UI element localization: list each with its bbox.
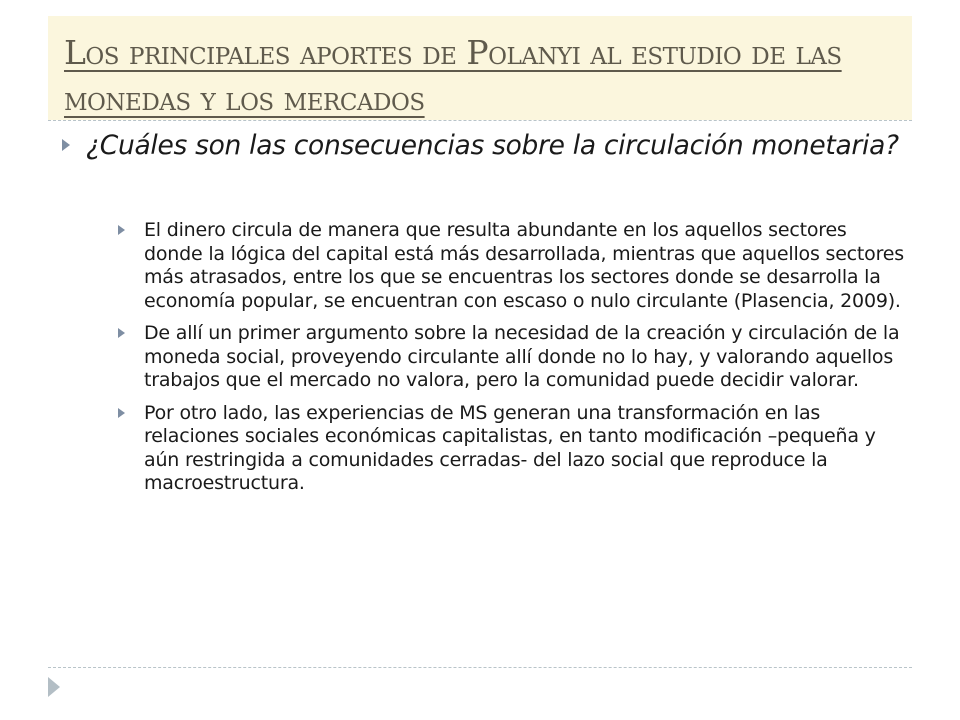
triangle-bullet-icon [62,139,70,151]
bottom-divider [48,667,912,668]
slide-content [62,130,908,505]
points-list [114,219,904,496]
question-text: ¿Cuáles son las consecuencias sobre la circulación monetaria? [86,130,899,161]
triangle-bullet-icon [118,225,125,235]
triangle-bullet-icon [118,408,125,418]
question-item [62,130,908,161]
triangle-bullet-icon [118,328,125,338]
point-text: De allí un primer argumento sobre la necesidad de la creación y circulación de la moneda social, proveyendo circulante allí donde no lo hay, y valorando aquellos trabajos que el mercado no valora, pero la comunidad puede decidir valorar. [144,322,900,391]
list-item [114,219,904,313]
list-item [114,322,904,393]
slide-title: Los principales aportes de Polanyi al estudio de las monedas y los mercados [64,33,842,118]
top-divider [48,120,912,121]
point-text: Por otro lado, las experiencias de MS generan una transformación en las relaciones sociales económicas capitalistas, en tanto modificación –pequeña y aún restringida a comunidades cerradas- del lazo social que reproduce la macroestructura. [144,401,876,494]
triangle-nav-icon [48,677,60,697]
point-text: El dinero circula de manera que resulta abundante en los aquellos sectores donde la lógica del capital está más desarrollada, mientras que aquellos sectores más atrasados, entre los que se encuentras los sectores donde se desarrolla la economía popular, se encuentran con escaso o nulo circulante (Plasencia, 2009). [144,219,904,312]
list-item [114,402,904,496]
